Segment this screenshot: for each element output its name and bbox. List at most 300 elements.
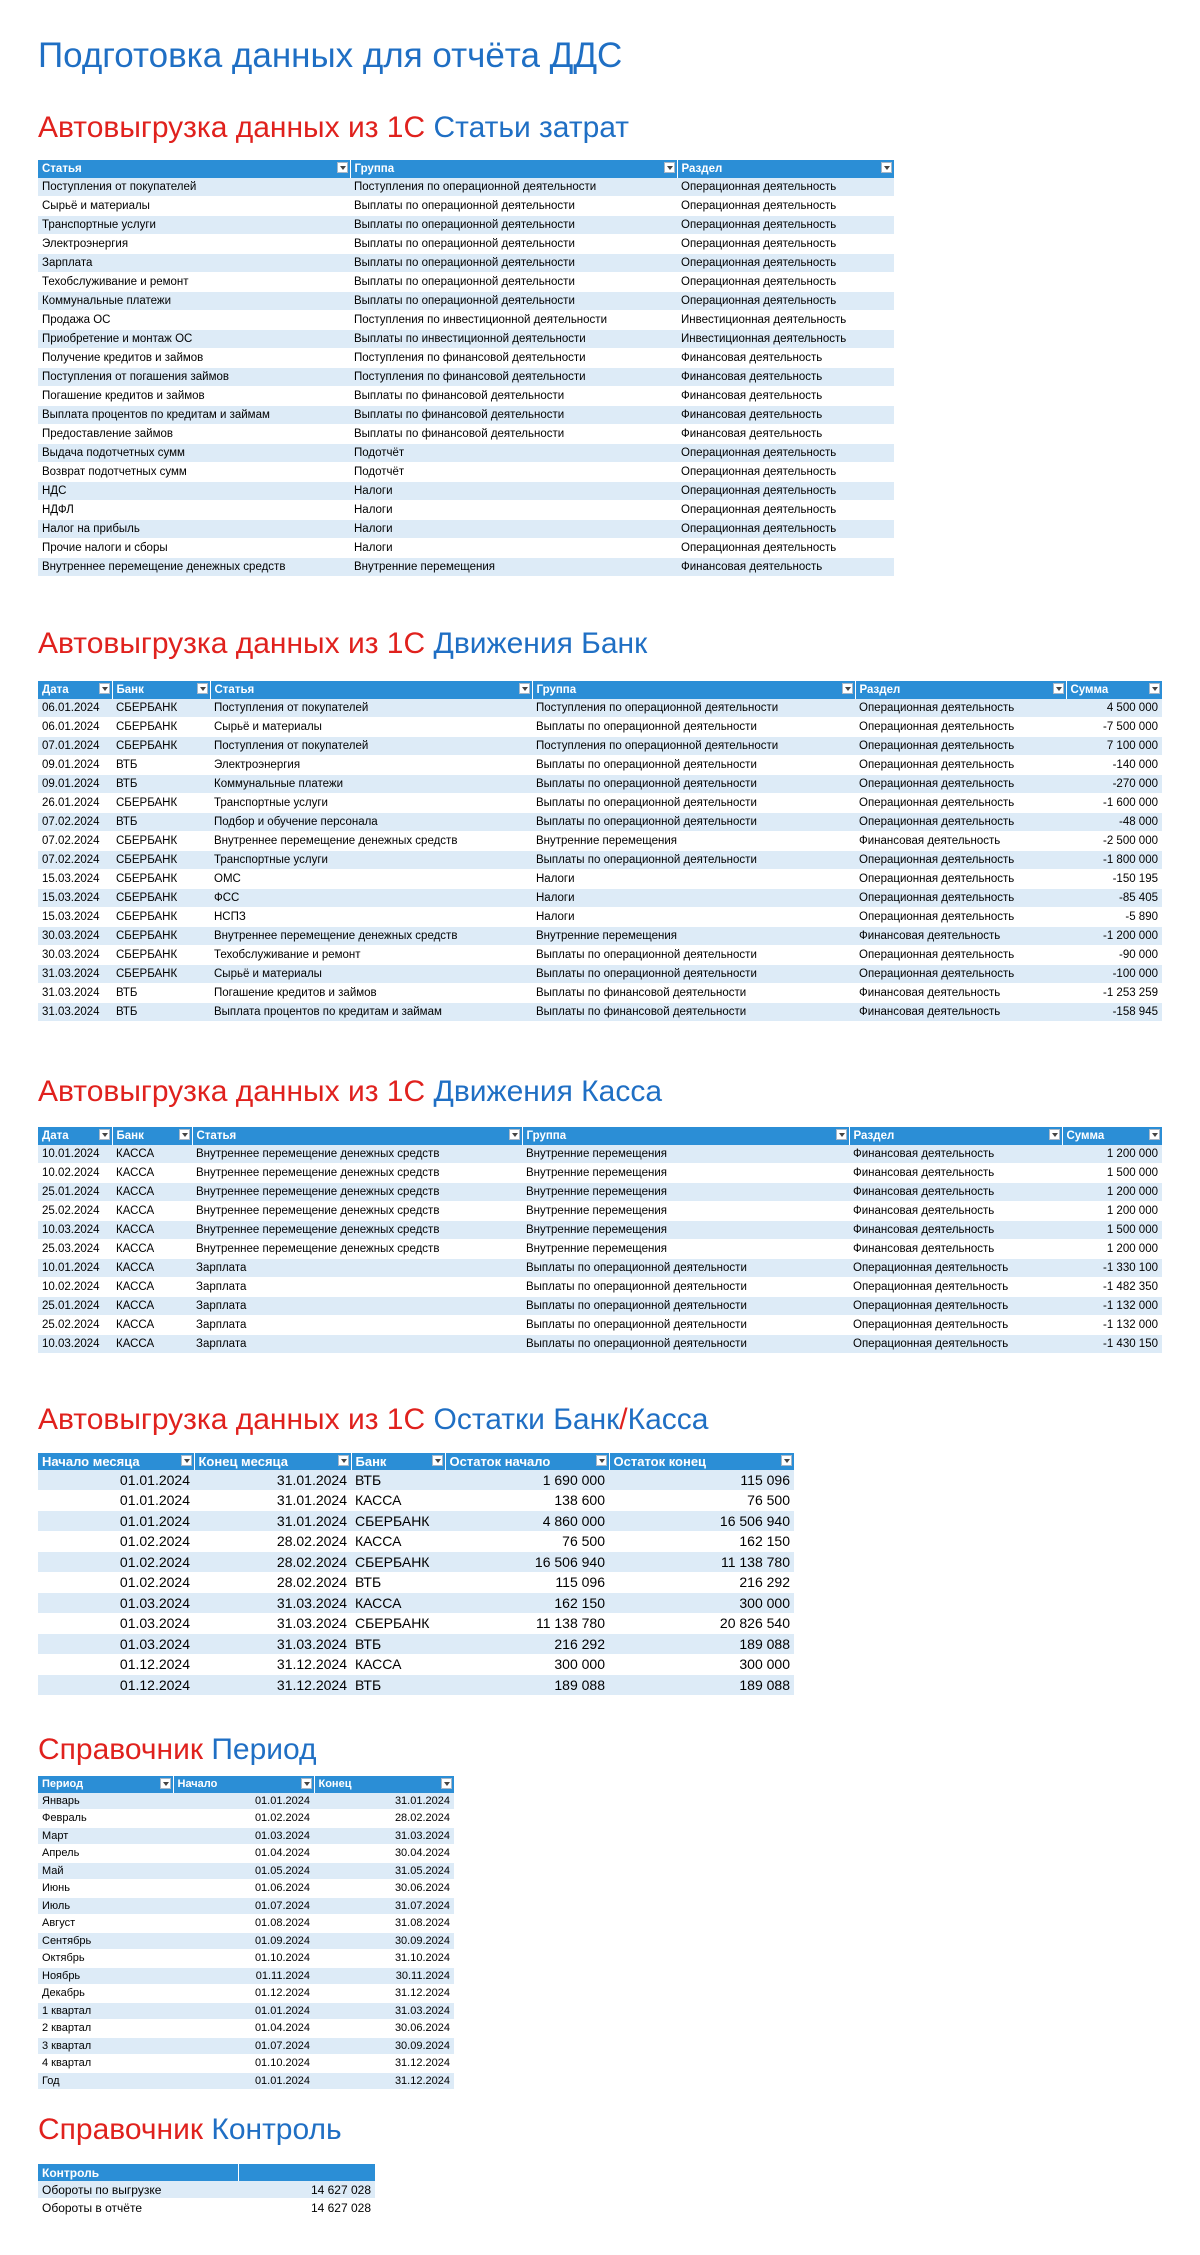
table-cell: 3 квартал [38,2037,173,2055]
table-cell: -85 405 [1066,889,1162,908]
table-cell: Возврат подотчетных сумм [38,463,350,482]
table-header-row [38,1127,1162,1145]
table-cell: 31.12.2024 [194,1654,351,1675]
filter-dropdown-icon[interactable] [432,1455,443,1466]
table-row [38,1278,1162,1297]
table-row [38,1634,794,1655]
table-cell: 01.03.2024 [173,1827,314,1845]
table-cell: 1 квартал [38,2002,173,2020]
column-header[interactable] [38,1453,194,1470]
table-cell: Финансовая деятельность [849,1202,1062,1221]
column-header-label: Конец месяца [198,1454,288,1469]
table-cell: 30.11.2024 [314,1967,454,1985]
table-cell: Поступления по операционной деятельности [532,699,855,718]
table-cell: 30.06.2024 [314,1880,454,1898]
items-table [38,160,895,577]
filter-dropdown-icon[interactable] [519,683,530,694]
column-header[interactable] [1066,681,1162,699]
column-header[interactable] [350,160,677,178]
table-cell: Техобслуживание и ремонт [210,946,532,965]
table-cell: Подотчёт [350,463,677,482]
section-title-name: Движения Касса [433,1075,663,1108]
table-cell: Внутреннее перемещение денежных средств [192,1145,522,1164]
column-header-label: Начало [177,1778,218,1791]
table-cell: Налоги [350,482,677,501]
filter-dropdown-icon[interactable] [881,162,892,173]
column-header[interactable] [351,1453,445,1470]
section-title-name-b: Касса [627,1403,709,1436]
column-header-label: Остаток конец [613,1454,707,1469]
table-row [38,1003,1162,1022]
table-cell: Выплаты по финансовой деятельности [350,425,677,444]
table-cell: 01.06.2024 [173,1880,314,1898]
table-cell: ВТБ [112,775,210,794]
column-header[interactable] [192,1127,522,1145]
table-cell: 31.03.2024 [194,1634,351,1655]
table-cell: Ноябрь [38,1967,173,1985]
table-cell: 01.01.2024 [38,1490,194,1511]
filter-dropdown-icon[interactable] [337,162,348,173]
table-cell: Операционная деятельность [677,463,894,482]
table-cell: Май [38,1862,173,1880]
column-header-label: Начало месяца [42,1454,140,1469]
table-cell: 31.08.2024 [314,1915,454,1933]
filter-dropdown-icon[interactable] [99,1129,110,1140]
filter-dropdown-icon[interactable] [181,1455,192,1466]
table-cell: Сырьё и материалы [210,965,532,984]
table-cell: -1 800 000 [1066,851,1162,870]
table-cell: -270 000 [1066,775,1162,794]
table-cell: Выплаты по операционной деятельности [532,718,855,737]
table-cell: 15.03.2024 [38,870,112,889]
section-title-prefix: Справочник [38,2113,203,2146]
table-cell: Внутренние перемещения [522,1221,849,1240]
table-cell: КАССА [112,1183,192,1202]
column-header-label: Раздел [859,684,901,696]
table-cell: 30.09.2024 [314,2037,454,2055]
table-cell: Операционная деятельность [855,775,1066,794]
table-cell: 14 627 028 [238,2181,375,2199]
table-cell: Операционная деятельность [677,254,894,273]
column-header[interactable] [314,1776,454,1793]
table-cell: 28.02.2024 [194,1572,351,1593]
table-cell: Июль [38,1897,173,1915]
table-cell: Внутренние перемещения [532,832,855,851]
column-header[interactable] [677,160,894,178]
table-cell: 06.01.2024 [38,699,112,718]
table-cell: 4 860 000 [445,1511,609,1532]
table-row [38,756,1162,775]
column-header-label: Сумма [1066,1130,1105,1142]
table-cell: Операционная деятельность [855,946,1066,965]
table-cell: Внутреннее перемещение денежных средств [192,1183,522,1202]
table-row [38,216,894,235]
column-header[interactable] [38,1127,112,1145]
table-cell: КАССА [351,1593,445,1614]
table-cell: 01.03.2024 [38,1593,194,1614]
filter-dropdown-icon[interactable] [1149,683,1160,694]
table-cell: Зарплата [192,1297,522,1316]
table-cell: -2 500 000 [1066,832,1162,851]
table-cell: Финансовая деятельность [849,1240,1062,1259]
table-cell: Внутреннее перемещение денежных средств [192,1164,522,1183]
table-row [38,1880,454,1898]
table-cell: Операционная деятельность [855,718,1066,737]
filter-dropdown-icon[interactable] [842,683,853,694]
table-cell: 1 500 000 [1062,1221,1162,1240]
table-cell: Финансовая деятельность [849,1145,1062,1164]
table-cell: 31.12.2024 [314,1985,454,2003]
column-header[interactable] [112,1127,192,1145]
table-cell: 31.03.2024 [38,965,112,984]
table-cell: Зарплата [192,1316,522,1335]
table-cell: Зарплата [192,1259,522,1278]
table-cell: КАССА [112,1316,192,1335]
table-cell: СБЕРБАНК [112,737,210,756]
table-cell: Операционная деятельность [849,1259,1062,1278]
table-row [38,1932,454,1950]
table-cell: 10.01.2024 [38,1145,112,1164]
column-header[interactable] [445,1453,609,1470]
table-cell: Внутренние перемещения [522,1164,849,1183]
table-cell: 31.10.2024 [314,1950,454,1968]
table-cell: 10.02.2024 [38,1164,112,1183]
table-cell: Подотчёт [350,444,677,463]
table-row [38,425,894,444]
table-cell: 01.01.2024 [173,1793,314,1810]
table-row [38,2037,454,2055]
table-cell: ВТБ [112,756,210,775]
section-title-items [38,111,629,145]
table-cell: ВТБ [351,1572,445,1593]
table-row [38,273,894,292]
table-row [38,368,894,387]
table-row [38,2199,375,2217]
filter-dropdown-icon[interactable] [836,1129,847,1140]
table-cell: Выплаты по операционной деятельности [532,946,855,965]
table-cell: Декабрь [38,1985,173,2003]
table-cell: 16 506 940 [609,1511,794,1532]
table-cell: Обороты в отчёте [38,2199,238,2217]
table-cell: КАССА [112,1259,192,1278]
column-header[interactable] [38,1776,173,1793]
table-cell: -1 430 150 [1062,1335,1162,1354]
table-cell: 1 200 000 [1062,1240,1162,1259]
table-cell: 01.01.2024 [38,1470,194,1490]
table-row [38,1810,454,1828]
table-row [38,1593,794,1614]
table-cell: Выплаты по финансовой деятельности [532,1003,855,1022]
table-cell: СБЕРБАНК [112,832,210,851]
filter-dropdown-icon[interactable] [160,1778,171,1789]
table-cell: 30.06.2024 [314,2020,454,2038]
table-cell: Операционная деятельность [677,539,894,558]
column-header[interactable] [173,1776,314,1793]
table-cell: КАССА [112,1297,192,1316]
filter-dropdown-icon[interactable] [179,1129,190,1140]
table-cell: 10.03.2024 [38,1335,112,1354]
table-header-row [38,681,1162,699]
table-cell: Внутренние перемещения [522,1183,849,1202]
table-cell: Погашение кредитов и займов [210,984,532,1003]
table-cell: Внутренние перемещения [350,558,677,577]
table-row [38,1654,794,1675]
table-cell: 07.01.2024 [38,737,112,756]
table-cell: Финансовая деятельность [849,1221,1062,1240]
table-row [38,387,894,406]
table-cell: Налоги [350,520,677,539]
table-row [38,851,1162,870]
table-cell: Операционная деятельность [677,482,894,501]
filter-dropdown-icon[interactable] [664,162,675,173]
section-title-prefix: Автовыгрузка данных из 1С [38,1075,426,1108]
table-cell: Сырьё и материалы [38,197,350,216]
column-header [38,2164,238,2181]
table-cell: НСПЗ [210,908,532,927]
filter-dropdown-icon[interactable] [509,1129,520,1140]
table-cell: 1 200 000 [1062,1183,1162,1202]
table-cell: КАССА [351,1531,445,1552]
table-cell: Налоги [350,501,677,520]
table-cell: -1 132 000 [1062,1316,1162,1335]
table-cell: 162 150 [445,1593,609,1614]
table-row [38,539,894,558]
column-header[interactable] [609,1453,794,1470]
table-row [38,908,1162,927]
table-cell: КАССА [112,1145,192,1164]
table-cell: 15.03.2024 [38,889,112,908]
column-header-label: Дата [42,1130,69,1142]
table-row [38,946,1162,965]
table-cell: 10.01.2024 [38,1259,112,1278]
table-row [38,813,1162,832]
table-cell: КАССА [112,1335,192,1354]
table-cell: Обороты по выгрузке [38,2181,238,2199]
table-row [38,254,894,273]
table-cell: Август [38,1915,173,1933]
table-row [38,1297,1162,1316]
filter-dropdown-icon[interactable] [1053,683,1064,694]
filter-dropdown-icon[interactable] [338,1455,349,1466]
table-cell: Финансовая деятельность [677,349,894,368]
table-row [38,1793,454,1810]
filter-dropdown-icon[interactable] [781,1455,792,1466]
period-table [38,1776,455,2090]
table-cell: Внутреннее перемещение денежных средств [192,1221,522,1240]
filter-dropdown-icon[interactable] [99,683,110,694]
table-cell: Операционная деятельность [855,851,1066,870]
table-cell: Налоги [532,870,855,889]
table-cell: Внутреннее перемещение денежных средств [192,1240,522,1259]
table-row [38,1470,794,1490]
table-cell: Налоги [532,889,855,908]
filter-dropdown-icon[interactable] [441,1778,452,1789]
table-cell: Внутренние перемещения [532,927,855,946]
column-header[interactable] [38,681,112,699]
table-cell: СБЕРБАНК [112,718,210,737]
table-cell: 30.03.2024 [38,946,112,965]
table-cell: Операционная деятельность [849,1278,1062,1297]
table-cell: 216 292 [609,1572,794,1593]
column-header[interactable] [112,681,210,699]
table-cell: Прочие налоги и сборы [38,539,350,558]
column-header[interactable] [532,681,855,699]
table-cell: СБЕРБАНК [351,1511,445,1532]
column-header[interactable] [38,160,350,178]
table-cell: 189 088 [445,1675,609,1696]
table-cell: 01.02.2024 [173,1810,314,1828]
table-cell: Операционная деятельность [677,216,894,235]
table-cell: 25.02.2024 [38,1202,112,1221]
table-cell: 30.03.2024 [38,927,112,946]
table-cell: 11 138 780 [445,1613,609,1634]
table-cell: КАССА [112,1202,192,1221]
column-header-label: Группа [526,1130,567,1142]
table-cell: 28.02.2024 [314,1810,454,1828]
table-row [38,1164,1162,1183]
filter-dropdown-icon[interactable] [596,1455,607,1466]
table-cell: Январь [38,1793,173,1810]
table-cell: 216 292 [445,1634,609,1655]
table-cell: Финансовая деятельность [855,984,1066,1003]
table-row [38,1490,794,1511]
table-row [38,1572,794,1593]
table-row [38,1827,454,1845]
column-header[interactable] [194,1453,351,1470]
table-cell: 11 138 780 [609,1552,794,1573]
table-cell: Апрель [38,1845,173,1863]
table-cell: -100 000 [1066,965,1162,984]
table-row [38,1613,794,1634]
table-cell: ВТБ [351,1470,445,1490]
column-header-label: Статья [214,684,255,696]
table-cell: 300 000 [609,1654,794,1675]
column-header[interactable] [210,681,532,699]
table-cell: СБЕРБАНК [112,965,210,984]
table-row [38,1145,1162,1164]
table-row [38,927,1162,946]
table-row [38,2002,454,2020]
table-cell: 01.12.2024 [173,1985,314,2003]
table-cell: 30.09.2024 [314,1932,454,1950]
table-cell: Выплаты по операционной деятельности [350,292,677,311]
filter-dropdown-icon[interactable] [1049,1129,1060,1140]
table-cell: 31.05.2024 [314,1862,454,1880]
table-cell: Сентябрь [38,1932,173,1950]
table-cell: Операционная деятельность [677,444,894,463]
table-cell: Налоги [350,539,677,558]
column-header[interactable] [1062,1127,1162,1145]
table-cell: СБЕРБАНК [112,699,210,718]
table-cell: 189 088 [609,1634,794,1655]
table-cell: Операционная деятельность [677,235,894,254]
table-cell: Операционная деятельность [849,1297,1062,1316]
section-title-prefix: Автовыгрузка данных из 1С [38,111,426,144]
table-cell: -1 132 000 [1062,1297,1162,1316]
table-cell: Техобслуживание и ремонт [38,273,350,292]
table-cell: 28.02.2024 [194,1552,351,1573]
table-cell: 31.01.2024 [194,1470,351,1490]
table-row [38,558,894,577]
table-cell: 09.01.2024 [38,756,112,775]
table-cell: 14 627 028 [238,2199,375,2217]
table-cell: 07.02.2024 [38,832,112,851]
table-cell: Зарплата [38,254,350,273]
table-cell: 01.04.2024 [173,2020,314,2038]
column-header-label: Раздел [853,1130,895,1142]
table-row [38,1511,794,1532]
table-row [38,444,894,463]
table-cell: Операционная деятельность [677,292,894,311]
filter-dropdown-icon[interactable] [1149,1129,1160,1140]
table-cell: Электроэнергия [210,756,532,775]
table-cell: 25.01.2024 [38,1297,112,1316]
table-cell: СБЕРБАНК [112,794,210,813]
table-cell: Зарплата [192,1278,522,1297]
table-cell: 01.07.2024 [173,2037,314,2055]
column-header-label: Группа [354,163,395,175]
column-header[interactable] [522,1127,849,1145]
table-cell: 76 500 [445,1531,609,1552]
table-cell: Налоги [532,908,855,927]
table-row [38,718,1162,737]
table-row [38,870,1162,889]
table-cell: Поступления по операционной деятельности [532,737,855,756]
table-cell: 31.03.2024 [194,1613,351,1634]
table-cell: Июнь [38,1880,173,1898]
table-cell: -140 000 [1066,756,1162,775]
table-cell: 01.11.2024 [173,1967,314,1985]
table-cell: Операционная деятельность [855,965,1066,984]
table-cell: 01.02.2024 [38,1531,194,1552]
table-cell: Финансовая деятельность [855,927,1066,946]
table-cell: Выплата процентов по кредитам и займам [38,406,350,425]
table-row [38,794,1162,813]
table-cell: 31.03.2024 [314,1827,454,1845]
table-cell: ФСС [210,889,532,908]
filter-dropdown-icon[interactable] [197,683,208,694]
table-cell: Внутреннее перемещение денежных средств [192,1202,522,1221]
table-cell: Операционная деятельность [677,197,894,216]
column-header-label: Банк [116,1130,144,1142]
table-cell: Поступления по инвестиционной деятельности [350,311,677,330]
column-header[interactable] [855,681,1066,699]
column-header[interactable] [849,1127,1062,1145]
table-cell: Финансовая деятельность [849,1183,1062,1202]
section-title-slash: / [619,1403,628,1436]
table-cell: 01.03.2024 [38,1634,194,1655]
table-cell: Подбор и обучение персонала [210,813,532,832]
table-cell: Коммунальные платежи [210,775,532,794]
table-row [38,832,1162,851]
table-row [38,1897,454,1915]
table-cell: 01.01.2024 [38,1511,194,1532]
table-cell: Инвестиционная деятельность [677,330,894,349]
table-cell: КАССА [351,1654,445,1675]
table-cell: 25.03.2024 [38,1240,112,1259]
table-cell: Финансовая деятельность [677,387,894,406]
column-header-label: Раздел [681,163,723,175]
table-cell: КАССА [112,1240,192,1259]
table-cell: Операционная деятельность [855,737,1066,756]
table-cell: Выплаты по операционной деятельности [532,756,855,775]
table-row [38,1967,454,1985]
table-cell: Сырьё и материалы [210,718,532,737]
table-cell: 26.01.2024 [38,794,112,813]
filter-dropdown-icon[interactable] [301,1778,312,1789]
table-row [38,699,1162,718]
table-row [38,349,894,368]
